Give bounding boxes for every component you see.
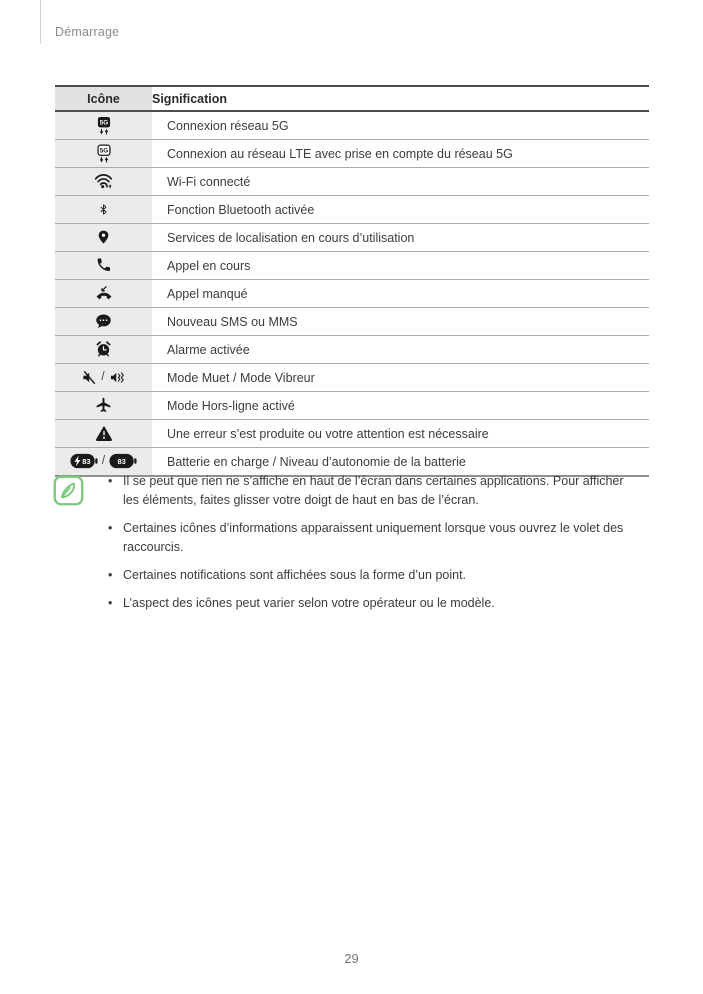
icon-separator: / bbox=[101, 371, 105, 384]
mute-icon bbox=[81, 370, 97, 385]
alarm-icon bbox=[95, 340, 112, 358]
table-row bbox=[55, 392, 649, 420]
icon-meaning: Connexion au réseau LTE avec prise en compte du réseau 5G bbox=[152, 140, 649, 168]
column-header-icon: Icône bbox=[55, 86, 152, 111]
table-row bbox=[55, 420, 649, 448]
5g-outline-icon bbox=[96, 144, 112, 163]
table-row bbox=[55, 111, 649, 140]
phone-icon bbox=[96, 257, 112, 273]
airplane-icon bbox=[95, 396, 112, 414]
table-row bbox=[55, 252, 649, 280]
icon-meaning: Services de localisation en cours d’utilisation bbox=[152, 224, 649, 252]
status-icon-table bbox=[55, 85, 649, 477]
missed-call-icon bbox=[96, 285, 112, 301]
icon-meaning: Mode Hors-ligne activé bbox=[152, 392, 649, 420]
icon-cell bbox=[55, 224, 152, 252]
wifi-icon bbox=[94, 173, 113, 190]
icon-meaning: Alarme activée bbox=[152, 336, 649, 364]
icon-cell bbox=[55, 140, 152, 168]
sms-icon bbox=[95, 313, 112, 330]
table-row bbox=[55, 308, 649, 336]
icon-meaning: Mode Muet / Mode Vibreur bbox=[152, 364, 649, 392]
icon-cell bbox=[55, 168, 152, 196]
table-row bbox=[55, 336, 649, 364]
chapter-title: Démarrage bbox=[55, 25, 120, 39]
table-row bbox=[55, 280, 649, 308]
battery-charging-icon bbox=[70, 453, 98, 469]
icon-cell bbox=[55, 280, 152, 308]
icon-meaning: Fonction Bluetooth activée bbox=[152, 196, 649, 224]
vibrate-icon bbox=[109, 370, 126, 385]
icon-cell bbox=[55, 252, 152, 280]
icon-cell bbox=[55, 420, 152, 448]
icon-meaning: Nouveau SMS ou MMS bbox=[152, 308, 649, 336]
note-list bbox=[105, 472, 632, 622]
svg-text:5G: 5G bbox=[99, 147, 108, 155]
5g-filled-icon bbox=[96, 116, 112, 135]
note-box bbox=[52, 472, 632, 622]
svg-text:5G: 5G bbox=[99, 119, 108, 127]
note-bullet: • Certaines notifications sont affichées sous la forme d’un point. bbox=[105, 566, 632, 585]
table-row bbox=[55, 224, 649, 252]
icon-cell bbox=[55, 111, 152, 140]
icon-meaning: Une erreur s’est produite ou votre attention est nécessaire bbox=[152, 420, 649, 448]
location-icon bbox=[96, 228, 111, 246]
icon-meaning: Batterie en charge / Niveau d’autonomie de la batterie bbox=[152, 448, 649, 477]
table-row bbox=[55, 140, 649, 168]
note-icon bbox=[52, 474, 85, 507]
bluetooth-icon bbox=[98, 201, 109, 218]
icon-meaning: Appel en cours bbox=[152, 252, 649, 280]
table-row bbox=[55, 364, 649, 392]
icon-cell bbox=[55, 336, 152, 364]
column-header-meaning: Signification bbox=[152, 86, 649, 111]
icon-cell bbox=[55, 308, 152, 336]
icon-cell bbox=[55, 392, 152, 420]
note-bullet: • Certaines icônes d’informations apparaissent uniquement lorsque vous ouvrez le volet des raccourcis. bbox=[105, 519, 632, 557]
margin-rule bbox=[40, 0, 41, 44]
icon-meaning: Connexion réseau 5G bbox=[152, 111, 649, 140]
warning-icon bbox=[95, 425, 113, 441]
icon-cell bbox=[55, 364, 152, 392]
table-header-row bbox=[55, 86, 649, 111]
table-row bbox=[55, 196, 649, 224]
page-number: 29 bbox=[344, 951, 359, 966]
icon-table-body bbox=[55, 111, 649, 476]
battery-level-icon bbox=[109, 453, 137, 469]
table-row bbox=[55, 168, 649, 196]
icon-meaning: Wi-Fi connecté bbox=[152, 168, 649, 196]
svg-text:83: 83 bbox=[117, 457, 126, 467]
icon-separator: / bbox=[101, 455, 106, 468]
icon-cell bbox=[55, 196, 152, 224]
svg-text:83: 83 bbox=[82, 457, 91, 467]
note-bullet: • L’aspect des icônes peut varier selon votre opérateur ou le modèle. bbox=[105, 594, 632, 613]
icon-meaning: Appel manqué bbox=[152, 280, 649, 308]
note-bullet: • Il se peut que rien ne s’affiche en haut de l’écran dans certaines applications. Pour afficher les éléments, faites glisser votre doigt de haut en bas de l’écran. bbox=[105, 472, 632, 510]
